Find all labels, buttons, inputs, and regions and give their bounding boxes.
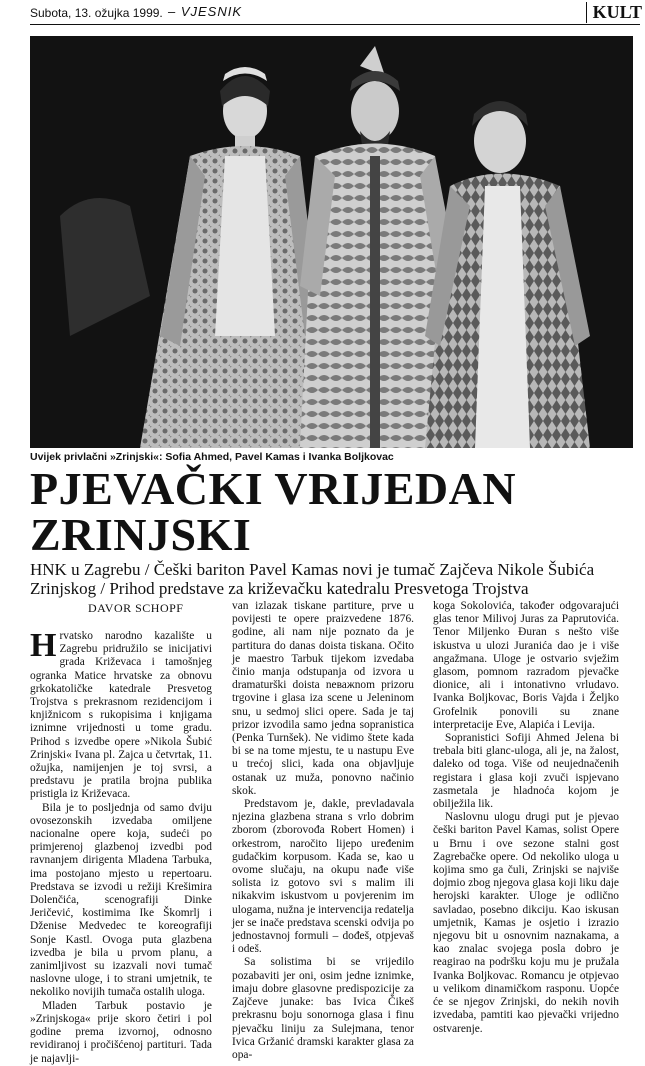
issue-date: Subota, 13. ožujka 1999. (30, 6, 163, 20)
handwritten-note: – VJESNIK (168, 4, 243, 19)
paragraph: Naslovnu ulogu drugi put je pjevao češki bariton Pavel Kamas, solist Opere u Brnu i ove sezone stalni gost Zagrebačke opere. Od nekoliko uloga u kojima smo ga čuli, Zrinjski se najviše dojmio zbog njegova glasa koji liku daje herojski karakter. Uloge je odlično savladao, posebno dikciju. Kao iskusan umjetnik, Kamas je osjetio i izrazio njegovu bit u osnovnim naznakama, a kao znalac svojega posla dobro je reagirao na podršku koju mu je pružala Ivanka Boljkovac. Romancu je otpjevao u velikom dinamičkom rasponu. Uopće će se njegov Zrinjski, do nekih novih izvedaba, pamtiti kao pjevački vrijedno ostvarenje. (433, 811, 619, 1035)
paragraph: Mladen Tarbuk postavio je »Zrinjskoga« prije skoro četiri i pol godine prema izvornoj, odnosno revidiranoj i pročišćenoj partituri. Tada je najavlji- (30, 999, 212, 1065)
paragraph: Predstavom je, dakle, prevladavala njezina glazbena strana s vrlo dobrim zborom (zborovođa Robert Homen) i orkestrom, naročito lijepo uređenim gudačkim korpusom. Kada se, kao u ovome slučaju, na okupu nađe više solista iz gotovo svi s malim ili nikakvim iskustvom u povjerenim im ulogama, nužna je intervencija redatelja jer se inače predstava scenski odvija po jednostavnoj formuli – dođeš, otpjevaš i odeš. (232, 798, 414, 956)
paragraph: koga Sokolovića, također odgovarajući glas tenor Milivoj Juras za Paprutovića. Tenor Miljenko Đuran s nešto više iskustva u ulozi Juranića dao je i više angažmana. Uloge je ostvario svježim glasom, pomnom razradom pjevačke dionice, ali i intonativno vrludavo. Ivanka Boljkovac, Boris Vajda i Željko Grofelnik ponovili su znane interpretacije Eve, Alapića i Levija. (433, 600, 619, 731)
header-rule (30, 24, 640, 25)
column-1 (30, 627, 212, 1065)
article-photo (30, 36, 633, 448)
article-subhead: HNK u Zagrebu / Češki bariton Pavel Kamas novi je tumač Zajčeva Nikole Šubića Zrinjskog / Prihod predstave za križevačku katedralu Presvetoga Trojstva (30, 560, 595, 598)
headline-line-1: PJEVAČKI VRIJEDAN (30, 463, 517, 514)
paragraph-text: rvatsko narodno kazalište u Zagrebu pridružilo se inicijativi grada Križevaca i tamošnjeg ogranka Matice hrvatske za obnovu grkokatoličke katedrale Presvetog Trojstva s prekrasnom rezidencijom i knjižnicom s rukopisima i knjigama iznimne vrijednosti u tome gradu. Prihod s izvedbe opere »Nikola Šubić Zrinjski« Ivana pl. Zajca u četvrtak, 11. ožujka, namijenjen je toj svrsi, a predstavu je pratila brojna publika pristigla iz Križevaca. (30, 630, 212, 801)
drop-cap: H (30, 627, 57, 664)
article-headline (30, 463, 630, 560)
paragraph: Sopranistici Sofiji Ahmed Jelena bi trebala biti glanc-uloga, ali je, na žalost, daleko od toga. Više od neujednačenih registara i glasa koji zvuči ispjevano zasmetala je hladnoća kojom je obilježila lik. (433, 732, 619, 811)
column-2 (232, 600, 414, 1061)
paragraph: Bila je to posljednja od samo dviju ovosezonskih izvedaba omiljene nacionalne opere koja, sudeći po primjerenoj glazbenoj izvedbi pod ravnanjem dirigenta Mladena Tarbuka, ima postojano mjesto u repertoaru. Predstava se izvodi u režiji Krešimira Dolenčića, scenografiji Dinke Jeričević, kostimima Ike Škomrlj i Dženise Medvedec te koreografiji Sonje Kastl. Ovoga puta glazbena izvedba je bila u prvom planu, a zanimljivost su izazvali novi tumač naslovne uloge, i to strani umjetnik, te nekoliko novijih tumača ostalih uloga. (30, 801, 212, 999)
page-header (30, 4, 642, 24)
byline: DAVOR SCHOPF (88, 601, 184, 615)
photo-caption: Uvijek privlačni »Zrinjski«: Sofia Ahmed, Pavel Kamas i Ivanka Boljkovac (30, 451, 394, 463)
column-3 (433, 600, 619, 1035)
headline-line-2: ZRINJSKI (30, 509, 252, 560)
paragraph: van izlazak tiskane partiture, prve u povijesti te opere praizvedene 1876. godine, ali nam nije poznato da je partitura do danas doista tiskana. Očito je maestro Tarbuk tijekom izvedaba činio manja odstupanja od izvora u dramaturški doista neважnom prizoru trgovine i glasa iza scene u Jeleninom snu, u sedmoj slici opere. Sada je taj prizor izvodila samo jedna sopranistica (Penka Turnšek). Ne vidimo štete kada bi se na tome mjestu, te u nastupu Eve u trećoj slici, kada ona objavljuje ostanak uz muža, ponovno načinio skok. (232, 600, 414, 797)
section-name: KULT (586, 2, 642, 23)
opera-singers-photo (30, 36, 633, 448)
paragraph (30, 627, 212, 802)
paragraph: Sa solistima bi se vrijedilo pozabaviti jer oni, osim jedne iznimke, imaju dobre glasovne predispozicije za Zajčeve junake: bas Ivica Čikeš prekrasnu boju sonornoga glasa i finu pjevačku liniju za Sulejmana, tenor Ivica Gržanić dramski karakter glasa za opa- (232, 956, 414, 1061)
